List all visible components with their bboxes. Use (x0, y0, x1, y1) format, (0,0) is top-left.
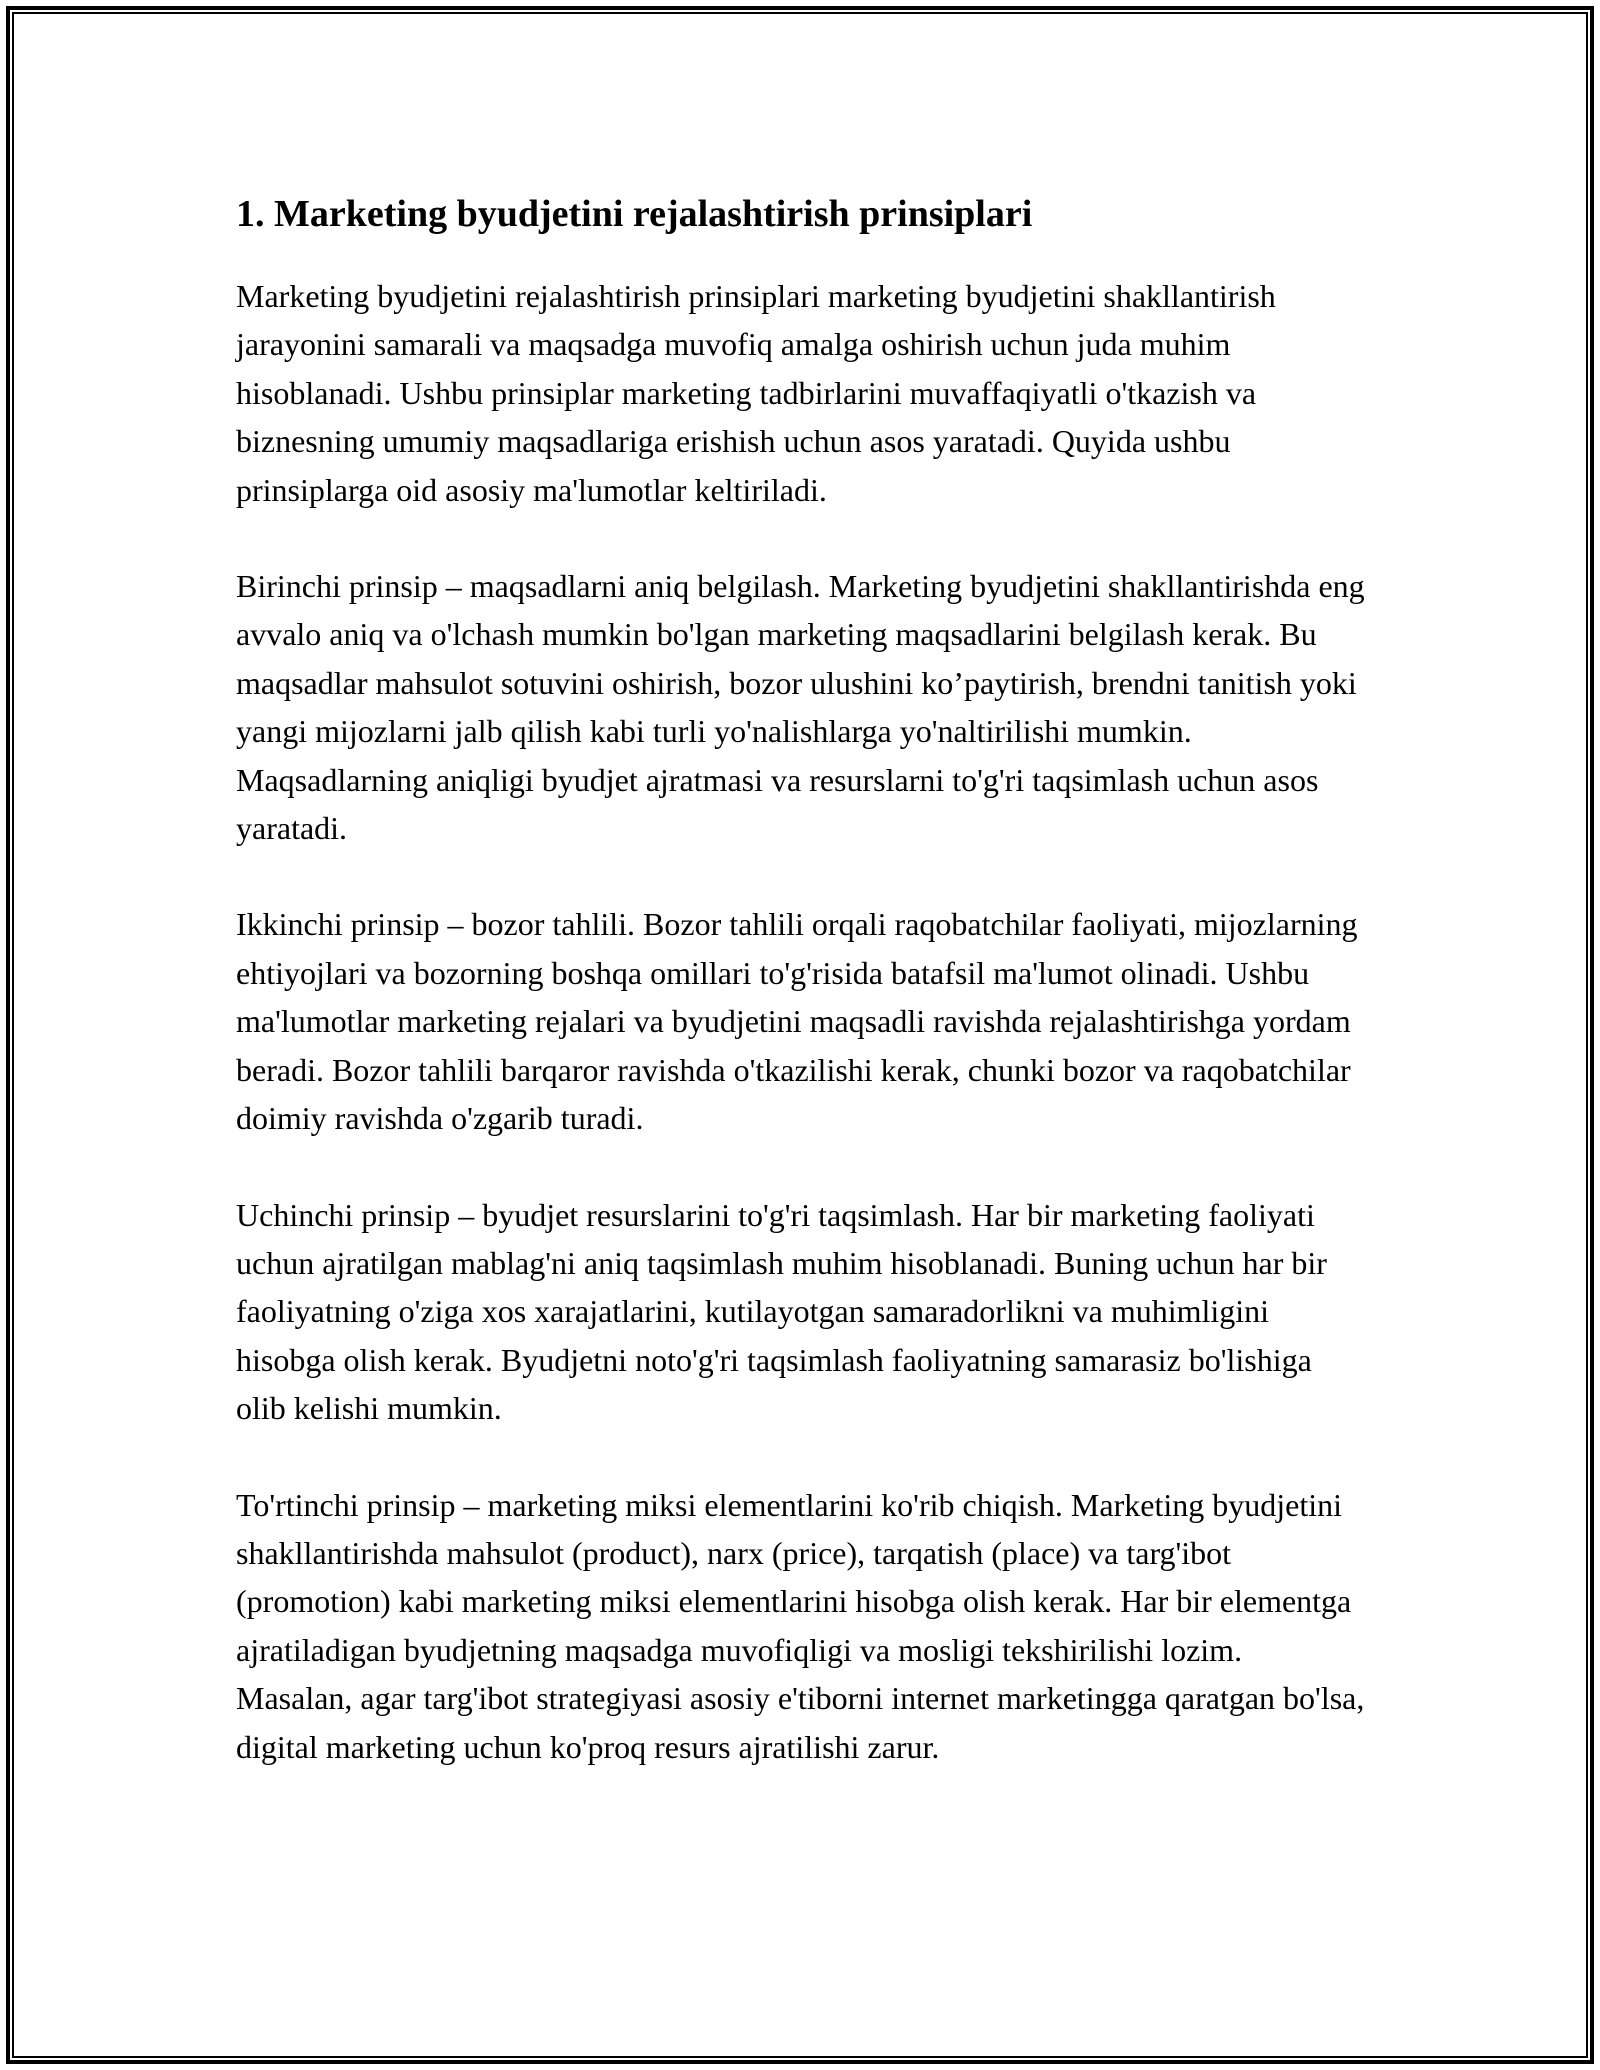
section-heading: 1. Marketing byudjetini rejalashtirish prinsiplari (236, 193, 1033, 235)
paragraph-principle-4: To'rtinchi prinsip – marketing miksi elementlarini ko'rib chiqish. Marketing byudjetini shakllantirishda mahsulot (product), narx (price), tarqatish (place) va targ'ibot (promotion) kabi marketing miksi elementlarini hisobga olish kerak. Har bir elementga ajratiladigan byudjetning maqsadga muvofiqligi va mosligi tekshirilishi lozim. Masalan, agar targ'ibot strategiyasi asosiy e'tiborni internet marketingga qaratgan bo'lsa, digital marketing uchun ko'proq resurs ajratilishi zarur. (236, 1486, 1365, 1765)
paragraph-intro: Marketing byudjetini rejalashtirish prinsiplari marketing byudjetini shakllantirish jarayonini samarali va maqsadga muvofiq amalga oshirish uchun juda muhim hisoblanadi. Ushbu prinsiplar marketing tadbirlarini muvaffaqiyatli o'tkazish va biznesning umumiy maqsadlariga erishish uchun asos yaratadi. Quyida ushbu prinsiplarga oid asosiy ma'lumotlar keltiriladi. (236, 278, 1276, 508)
paragraph-principle-1: Birinchi prinsip – maqsadlarni aniq belgilash. Marketing byudjetini shakllantirishda eng avvalo aniq va o'lchash mumkin bo'lgan marketing maqsadlarini belgilash kerak. Bu maqsadlar mahsulot sotuvini oshirish, bozor ulushini ko’paytirish, brendni tanitish yoki yangi mijozlarni jalb qilish kabi turli yo'nalishlarga yo'naltirilishi mumkin. Maqsadlarning aniqligi byudjet ajratmasi va resurslarni to'g'ri taqsimlash uchun asos yaratadi. (236, 568, 1365, 847)
paragraph-principle-2: Ikkinchi prinsip – bozor tahlili. Bozor tahlili orqali raqobatchilar faoliyati, mijozlarning ehtiyojlari va bozorning boshqa omillari to'g'risida batafsil ma'lumot olinadi. Ushbu ma'lumotlar marketing rejalari va byudjetini maqsadli ravishda rejalashtirishga yordam beradi. Bozor tahlili barqaror ravishda o'tkazilishi kerak, chunki bozor va raqobatchilar doimiy ravishda o'zgarib turadi. (236, 906, 1358, 1137)
paragraph-principle-3: Uchinchi prinsip – byudjet resurslarini to'g'ri taqsimlash. Har bir marketing faoliyati uchun ajratilgan mablag'ni aniq taqsimlash muhim hisoblanadi. Buning uchun har bir faoliyatning o'ziga xos xarajatlarini, kutilayotgan samaradorlikni va muhimligini hisobga olish kerak. Byudjetni noto'g'ri taqsimlash faoliyatning samarasiz bo'lishiga olib kelishi mumkin. (236, 1196, 1327, 1427)
document-body (236, 186, 1366, 1819)
